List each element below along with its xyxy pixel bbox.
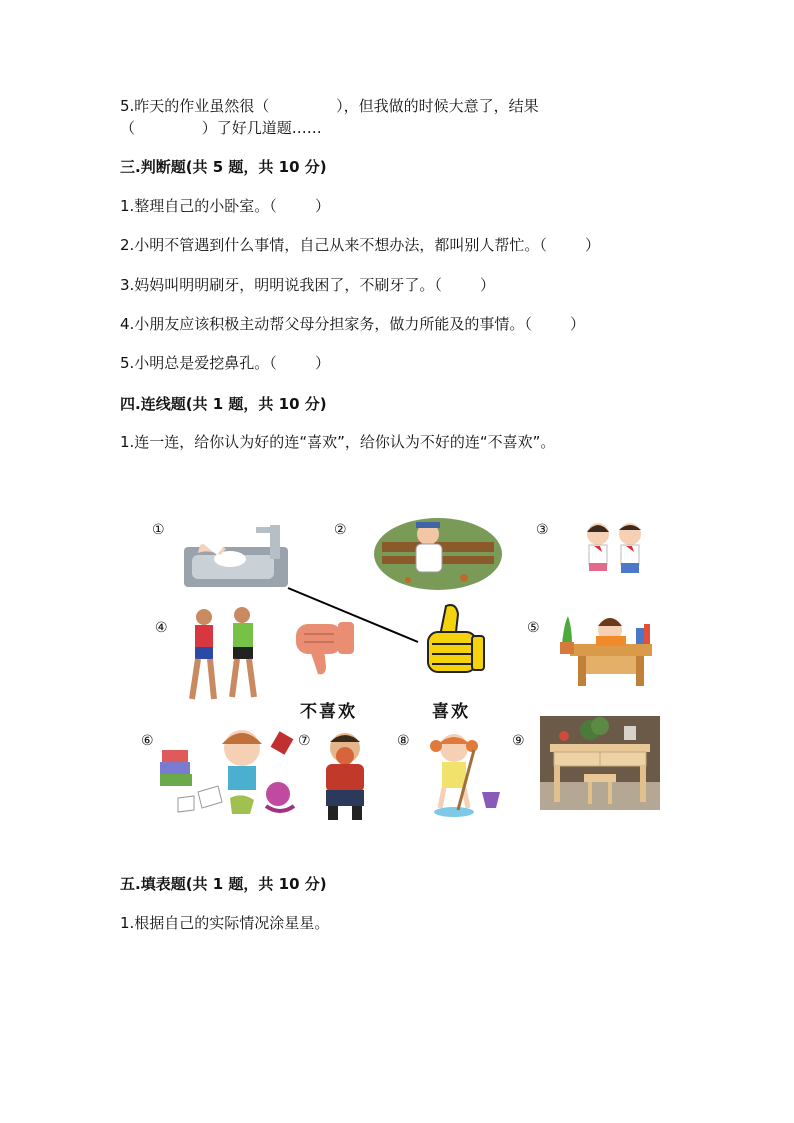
item-number-7: ⑦ [298,733,311,749]
item-number-9: ⑨ [512,733,525,749]
item-number-3: ③ [536,522,549,538]
tidy-desk-picture [540,716,660,810]
judge-question-4: 4.小朋友应该积极主动帮父母分担家务，做力所能及的事情。（ ） [120,315,585,333]
boy-eating-picture [316,728,374,822]
two-children-picture [578,518,652,584]
section3-heading: 三.判断题(共 5 题，共 10 分) [120,158,327,176]
girl-mopping-picture [424,730,502,818]
item-number-8: ⑧ [397,733,410,749]
item-number-5: ⑤ [527,620,540,636]
like-label: 喜欢 [432,702,470,722]
item-number-2: ② [334,522,347,538]
judge-question-1: 1.整理自己的小卧室。（ ） [120,197,330,215]
sleeping-at-desk-picture [556,604,660,688]
fill-question-5-line1: 5.昨天的作业虽然很（ ），但我做的时候大意了，结果 [120,97,539,115]
section4-heading: 四.连线题(共 1 题，共 10 分) [120,395,327,413]
judge-question-3: 3.妈妈叫明明刷牙，明明说我困了，不刷牙了。（ ） [120,276,495,294]
messy-room-picture [158,722,296,820]
judge-question-5: 5.小明总是爱挖鼻孔。（ ） [120,354,330,372]
runners-picture [184,603,264,709]
washing-hands-picture [180,515,292,597]
star-coloring-question: 1.根据自己的实际情况涂星星。 [120,914,330,932]
item-number-4: ④ [155,620,168,636]
item-number-1: ① [152,522,165,538]
dislike-label: 不喜欢 [300,702,357,722]
section5-heading: 五.填表题(共 1 题，共 10 分) [120,875,327,893]
judge-question-2: 2.小明不管遇到什么事情，自己从来不想办法，都叫别人帮忙。（ ） [120,236,600,254]
matching-question: 1.连一连，给你认为好的连“喜欢”，给你认为不好的连“不喜欢”。 [120,433,556,451]
connection-line [280,580,430,650]
fill-question-5-line2: （ ）了好几道题…… [120,119,322,137]
item-number-6: ⑥ [141,733,154,749]
